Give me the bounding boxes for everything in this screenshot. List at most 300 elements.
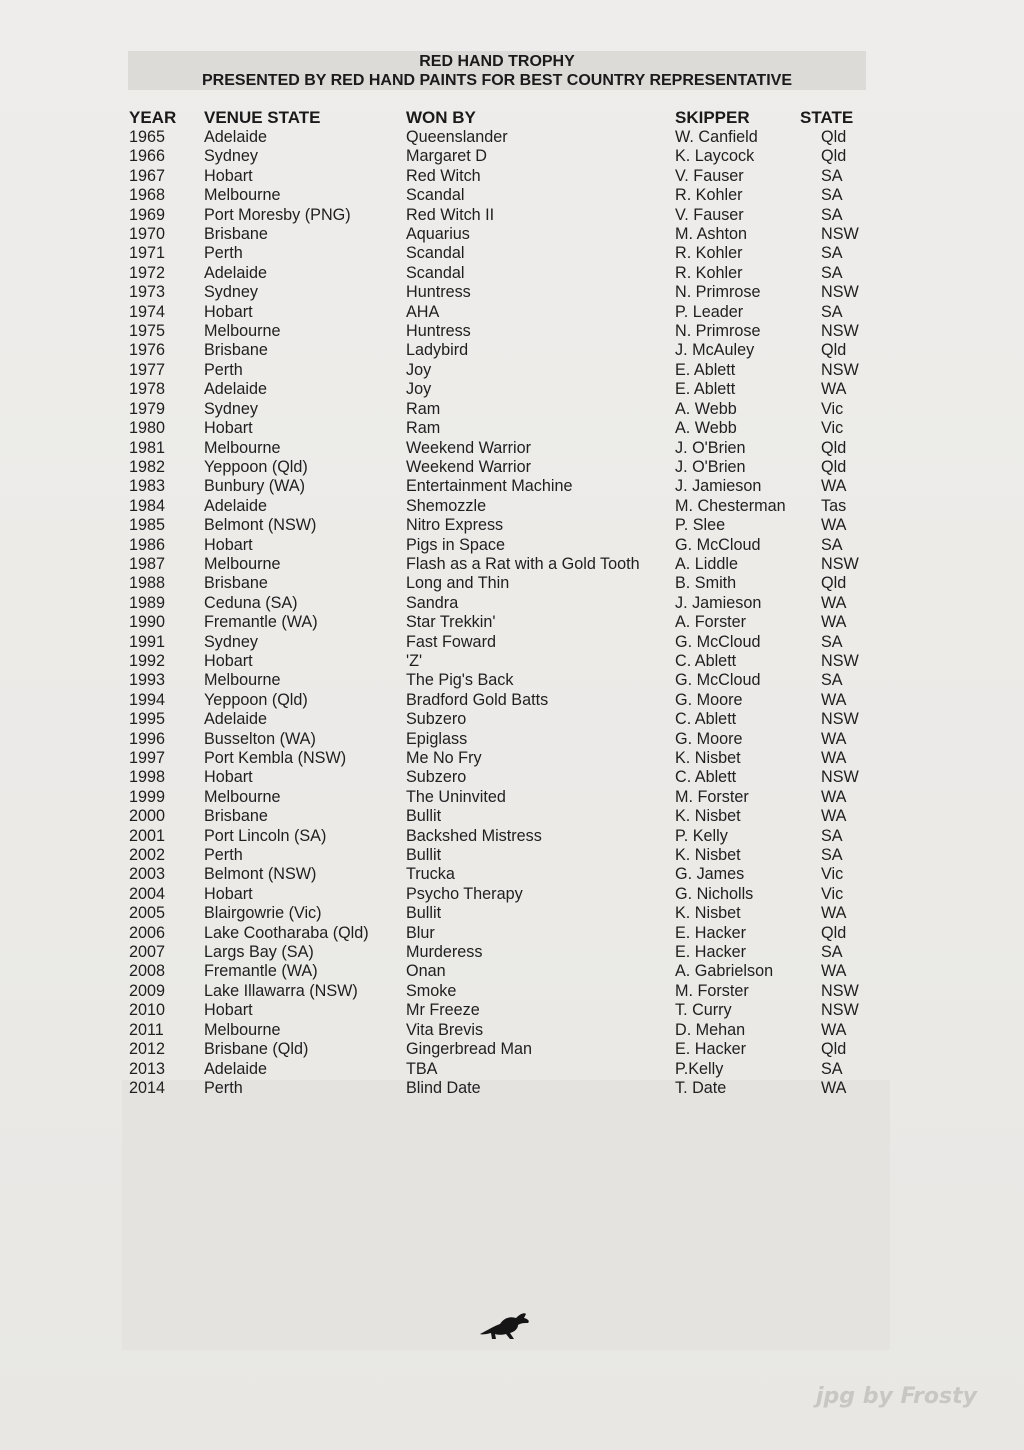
cell-state: SA (821, 166, 843, 185)
header-year: YEAR (129, 108, 177, 127)
cell-skipper: J. O'Brien (675, 438, 746, 457)
cell-year: 2000 (129, 807, 166, 826)
cell-state: NSW (821, 710, 859, 729)
cell-year: 1987 (129, 554, 166, 573)
cell-state: WA (821, 1020, 847, 1039)
cell-venue: Yeppoon (Qld) (204, 457, 308, 476)
table-row (0, 303, 1024, 322)
cell-won-by: Psycho Therapy (406, 884, 523, 903)
cell-skipper: E. Hacker (675, 943, 747, 962)
table-row (0, 982, 1024, 1001)
table-row (0, 671, 1024, 690)
table-row (0, 516, 1024, 535)
cell-state: SA (821, 846, 843, 865)
cell-won-by: Long and Thin (406, 574, 510, 593)
cell-skipper: P. Leader (675, 302, 744, 321)
cell-year: 1998 (129, 768, 166, 787)
cell-won-by: Joy (406, 360, 432, 379)
cell-skipper: K. Nisbet (675, 904, 741, 923)
trophy-table (0, 128, 1024, 1098)
table-header (0, 107, 1024, 129)
table-row (0, 865, 1024, 884)
cell-venue: Hobart (204, 535, 253, 554)
cell-year: 2007 (129, 943, 166, 962)
cell-year: 2005 (129, 904, 166, 923)
cell-won-by: Bullit (406, 846, 442, 865)
cell-venue: Hobart (204, 166, 253, 185)
cell-year: 2002 (129, 846, 166, 865)
cell-venue: Hobart (204, 1001, 253, 1020)
cell-skipper: E. Hacker (675, 923, 747, 942)
cell-state: SA (821, 263, 843, 282)
table-row (0, 283, 1024, 302)
cell-venue: Hobart (204, 302, 253, 321)
cell-state: NSW (821, 360, 859, 379)
cell-state: NSW (821, 651, 859, 670)
table-row (0, 1001, 1024, 1020)
table-row (0, 613, 1024, 632)
cell-won-by: Scandal (406, 263, 465, 282)
cell-venue: Port Moresby (PNG) (204, 205, 351, 224)
cell-venue: Brisbane (204, 341, 268, 360)
cell-venue: Busselton (WA) (204, 729, 316, 748)
cell-state: Qld (821, 574, 847, 593)
cell-state: WA (821, 807, 847, 826)
cell-year: 2012 (129, 1040, 166, 1059)
cell-venue: Hobart (204, 768, 253, 787)
table-row (0, 904, 1024, 923)
cell-state: NSW (821, 1001, 859, 1020)
cell-won-by: Bullit (406, 807, 442, 826)
cell-skipper: G. McCloud (675, 535, 761, 554)
cell-won-by: Mr Freeze (406, 1001, 480, 1020)
table-row (0, 1060, 1024, 1079)
cell-venue: Bunbury (WA) (204, 477, 306, 496)
cell-won-by: Murderess (406, 943, 483, 962)
cell-skipper: A. Webb (675, 419, 737, 438)
cell-skipper: T. Date (675, 1078, 727, 1097)
cell-year: 1997 (129, 749, 166, 767)
cell-won-by: Bradford Gold Batts (406, 690, 549, 709)
cell-year: 2011 (129, 1020, 164, 1039)
cell-year: 2009 (129, 981, 166, 1000)
cell-state: Qld (821, 341, 847, 360)
table-row (0, 749, 1024, 768)
cell-skipper: T. Curry (675, 1001, 732, 1020)
cell-skipper: G. Moore (675, 729, 743, 748)
cell-year: 2004 (129, 884, 166, 903)
cell-won-by: Me No Fry (406, 749, 482, 767)
cell-state: NSW (821, 554, 859, 573)
cell-venue: Melbourne (204, 554, 281, 573)
cell-skipper: G. McCloud (675, 671, 761, 690)
cell-skipper: M. Forster (675, 787, 749, 806)
cell-venue: Brisbane (204, 574, 268, 593)
document-title (128, 52, 866, 90)
cell-year: 1966 (129, 147, 166, 166)
cell-year: 2014 (129, 1078, 166, 1097)
cell-venue: Adelaide (204, 263, 268, 282)
cell-state: Vic (821, 419, 844, 438)
cell-state: Qld (821, 147, 847, 166)
table-row (0, 574, 1024, 593)
cell-year: 1983 (129, 477, 166, 496)
table-row (0, 322, 1024, 341)
cell-state: Vic (821, 399, 844, 418)
cell-won-by: Ram (406, 419, 441, 438)
table-row (0, 400, 1024, 419)
cell-state: SA (821, 826, 843, 845)
cell-year: 1975 (129, 322, 166, 341)
cell-won-by: Red Witch II (406, 205, 495, 224)
cell-won-by: Ram (406, 399, 441, 418)
table-row (0, 846, 1024, 865)
cell-year: 2010 (129, 1001, 166, 1020)
cell-state: SA (821, 244, 843, 263)
cell-state: WA (821, 593, 847, 612)
cell-state: Qld (821, 457, 847, 476)
table-row (0, 1079, 1024, 1098)
cell-year: 1984 (129, 496, 166, 515)
watermark: jpg by Frosty (816, 1384, 977, 1409)
cell-venue: Melbourne (204, 438, 281, 457)
cell-venue: Adelaide (204, 1059, 268, 1078)
cell-year: 1986 (129, 535, 166, 554)
cell-won-by: Onan (406, 962, 446, 981)
cell-venue: Sydney (204, 283, 258, 302)
cell-won-by: Scandal (406, 186, 465, 205)
title-line-1: RED HAND TROPHY (419, 53, 575, 70)
cell-skipper: G. Moore (675, 690, 743, 709)
cell-state: SA (821, 671, 843, 690)
cell-won-by: Vita Brevis (406, 1020, 484, 1039)
table-row (0, 885, 1024, 904)
header-state: STATE (800, 108, 854, 127)
cell-skipper: J. Jamieson (675, 593, 762, 612)
cell-state: Qld (821, 923, 847, 942)
table-row (0, 341, 1024, 360)
cell-venue: Yeppoon (Qld) (204, 690, 308, 709)
cell-venue: Sydney (204, 399, 258, 418)
cell-venue: Perth (204, 846, 243, 865)
cell-won-by: Huntress (406, 283, 471, 302)
table-row (0, 807, 1024, 826)
cell-won-by: Subzero (406, 710, 467, 729)
cell-won-by: The Pig's Back (406, 671, 514, 690)
cell-skipper: C. Ablett (675, 710, 737, 729)
cell-year: 1972 (129, 263, 166, 282)
table-row (0, 497, 1024, 516)
cell-state: WA (821, 613, 847, 632)
cell-year: 1995 (129, 710, 166, 729)
cell-skipper: A. Gabrielson (675, 962, 774, 981)
cell-venue: Adelaide (204, 128, 268, 146)
title-line-2: PRESENTED BY RED HAND PAINTS FOR BEST COUNTRY REPRESENTATIVE (202, 72, 792, 89)
cell-won-by: TBA (406, 1059, 438, 1078)
cell-skipper: A. Forster (675, 613, 747, 632)
cell-skipper: J. McAuley (675, 341, 755, 360)
cell-state: SA (821, 186, 843, 205)
table-row (0, 788, 1024, 807)
cell-state: SA (821, 535, 843, 554)
cell-venue: Perth (204, 244, 243, 263)
cell-year: 1990 (129, 613, 166, 632)
cell-venue: Port Kembla (NSW) (204, 749, 347, 767)
cell-skipper: J. O'Brien (675, 457, 746, 476)
table-row (0, 206, 1024, 225)
cell-venue: Belmont (NSW) (204, 516, 317, 535)
cell-skipper: V. Fauser (675, 166, 744, 185)
table-row (0, 691, 1024, 710)
cell-won-by: Entertainment Machine (406, 477, 573, 496)
cell-year: 1989 (129, 593, 166, 612)
cell-state: SA (821, 302, 843, 321)
cell-venue: Hobart (204, 419, 253, 438)
cell-venue: Lake Cootharaba (Qld) (204, 923, 369, 942)
cell-skipper: M. Ashton (675, 225, 747, 244)
cell-skipper: P.Kelly (675, 1059, 724, 1078)
cell-venue: Perth (204, 1078, 243, 1097)
cell-skipper: C. Ablett (675, 651, 737, 670)
cell-won-by: Shemozzle (406, 496, 487, 515)
cell-skipper: R. Kohler (675, 244, 743, 263)
cell-skipper: G. McCloud (675, 632, 761, 651)
cell-venue: Melbourne (204, 787, 281, 806)
table-row (0, 380, 1024, 399)
cell-won-by: Huntress (406, 322, 471, 341)
cell-skipper: K. Nisbet (675, 807, 741, 826)
table-row (0, 652, 1024, 671)
cell-state: NSW (821, 768, 859, 787)
cell-year: 1974 (129, 302, 166, 321)
cell-year: 1973 (129, 283, 166, 302)
cell-state: NSW (821, 322, 859, 341)
cell-state: SA (821, 205, 843, 224)
cell-won-by: Gingerbread Man (406, 1040, 532, 1059)
cell-year: 1977 (129, 360, 166, 379)
table-row (0, 167, 1024, 186)
cell-venue: Fremantle (WA) (204, 613, 318, 632)
kangaroo-icon (476, 1308, 532, 1342)
cell-state: WA (821, 729, 847, 748)
cell-venue: Melbourne (204, 186, 281, 205)
cell-state: SA (821, 943, 843, 962)
cell-year: 1970 (129, 225, 166, 244)
cell-skipper: G. James (675, 865, 745, 884)
cell-venue: Melbourne (204, 1020, 281, 1039)
cell-won-by: Red Witch (406, 166, 481, 185)
table-row (0, 419, 1024, 438)
cell-won-by: The Uninvited (406, 787, 506, 806)
cell-year: 1971 (129, 244, 166, 263)
cell-year: 2008 (129, 962, 166, 981)
table-row (0, 924, 1024, 943)
cell-skipper: P. Slee (675, 516, 726, 535)
cell-year: 2003 (129, 865, 166, 884)
cell-skipper: C. Ablett (675, 768, 737, 787)
cell-venue: Largs Bay (SA) (204, 943, 314, 962)
table-row (0, 225, 1024, 244)
cell-won-by: Star Trekkin' (406, 613, 496, 632)
cell-year: 1981 (129, 438, 166, 457)
cell-venue: Adelaide (204, 710, 268, 729)
cell-venue: Adelaide (204, 496, 268, 515)
cell-won-by: Weekend Warrior (406, 438, 532, 457)
table-row (0, 477, 1024, 496)
cell-skipper: B. Smith (675, 574, 737, 593)
cell-skipper: E. Ablett (675, 380, 736, 399)
cell-won-by: Flash as a Rat with a Gold Tooth (406, 554, 640, 573)
table-row (0, 827, 1024, 846)
cell-skipper: P. Kelly (675, 826, 728, 845)
header-venue-state: VENUE STATE (204, 108, 321, 127)
cell-state: Vic (821, 884, 844, 903)
cell-state: NSW (821, 225, 859, 244)
cell-state: SA (821, 1059, 843, 1078)
cell-state: WA (821, 516, 847, 535)
cell-skipper: D. Mehan (675, 1020, 746, 1039)
cell-year: 2013 (129, 1059, 166, 1078)
cell-won-by: Margaret D (406, 147, 487, 166)
cell-won-by: Sandra (406, 593, 459, 612)
cell-skipper: K. Nisbet (675, 846, 741, 865)
cell-state: Tas (821, 496, 847, 515)
table-row (0, 264, 1024, 283)
table-row (0, 1021, 1024, 1040)
cell-state: WA (821, 787, 847, 806)
cell-state: WA (821, 962, 847, 981)
table-row (0, 128, 1024, 147)
table-row (0, 536, 1024, 555)
cell-venue: Brisbane (204, 225, 268, 244)
cell-skipper: A. Webb (675, 399, 737, 418)
cell-year: 1982 (129, 457, 166, 476)
cell-venue: Port Lincoln (SA) (204, 826, 327, 845)
cell-won-by: Blind Date (406, 1078, 481, 1097)
cell-won-by: Scandal (406, 244, 465, 263)
table-row (0, 244, 1024, 263)
cell-skipper: G. Nicholls (675, 884, 754, 903)
cell-venue: Fremantle (WA) (204, 962, 318, 981)
cell-skipper: E. Ablett (675, 360, 736, 379)
cell-won-by: Ladybird (406, 341, 469, 360)
cell-state: NSW (821, 981, 859, 1000)
cell-won-by: Bullit (406, 904, 442, 923)
cell-year: 2006 (129, 923, 166, 942)
cell-won-by: Backshed Mistress (406, 826, 542, 845)
cell-skipper: M. Forster (675, 981, 749, 1000)
cell-year: 2001 (129, 826, 166, 845)
table-row (0, 555, 1024, 574)
cell-won-by: 'Z' (406, 651, 423, 670)
cell-venue: Sydney (204, 147, 258, 166)
cell-venue: Hobart (204, 651, 253, 670)
cell-venue: Brisbane (204, 807, 268, 826)
table-row (0, 439, 1024, 458)
cell-year: 1978 (129, 380, 166, 399)
cell-state: WA (821, 477, 847, 496)
table-row (0, 943, 1024, 962)
cell-won-by: Trucka (406, 865, 455, 884)
cell-won-by: Smoke (406, 981, 457, 1000)
cell-year: 1996 (129, 729, 166, 748)
cell-state: Qld (821, 128, 847, 146)
cell-year: 1991 (129, 632, 166, 651)
cell-venue: Brisbane (Qld) (204, 1040, 309, 1059)
cell-year: 1980 (129, 419, 166, 438)
cell-state: SA (821, 632, 843, 651)
table-row (0, 768, 1024, 787)
table-row (0, 186, 1024, 205)
cell-won-by: Queenslander (406, 128, 508, 146)
cell-won-by: Epiglass (406, 729, 468, 748)
cell-state: NSW (821, 283, 859, 302)
cell-state: WA (821, 1078, 847, 1097)
cell-skipper: E. Hacker (675, 1040, 747, 1059)
cell-won-by: Aquarius (406, 225, 470, 244)
cell-skipper: W. Canfield (675, 128, 758, 146)
cell-won-by: Fast Foward (406, 632, 496, 651)
cell-skipper: R. Kohler (675, 263, 743, 282)
cell-year: 1999 (129, 787, 166, 806)
cell-state: WA (821, 690, 847, 709)
cell-year: 1992 (129, 651, 166, 670)
cell-year: 1979 (129, 399, 166, 418)
cell-skipper: V. Fauser (675, 205, 744, 224)
cell-state: Qld (821, 438, 847, 457)
cell-skipper: A. Liddle (675, 554, 738, 573)
cell-year: 1967 (129, 166, 166, 185)
cell-won-by: AHA (406, 302, 440, 321)
cell-venue: Blairgowrie (Vic) (204, 904, 322, 923)
header-skipper: SKIPPER (675, 108, 750, 127)
cell-year: 1993 (129, 671, 166, 690)
cell-year: 1988 (129, 574, 166, 593)
cell-year: 1965 (129, 128, 166, 146)
cell-state: Qld (821, 1040, 847, 1059)
cell-venue: Lake Illawarra (NSW) (204, 981, 358, 1000)
table-row (0, 1040, 1024, 1059)
cell-skipper: M. Chesterman (675, 496, 786, 515)
table-row (0, 962, 1024, 981)
header-won-by: WON BY (406, 108, 476, 127)
cell-state: WA (821, 904, 847, 923)
table-row (0, 458, 1024, 477)
table-row (0, 594, 1024, 613)
cell-skipper: K. Nisbet (675, 749, 741, 767)
cell-skipper: R. Kohler (675, 186, 743, 205)
cell-won-by: Weekend Warrior (406, 457, 532, 476)
cell-venue: Melbourne (204, 322, 281, 341)
cell-venue: Melbourne (204, 671, 281, 690)
cell-skipper: J. Jamieson (675, 477, 762, 496)
cell-skipper: N. Primrose (675, 283, 761, 302)
cell-venue: Perth (204, 360, 243, 379)
cell-year: 1976 (129, 341, 166, 360)
cell-won-by: Subzero (406, 768, 467, 787)
cell-venue: Belmont (NSW) (204, 865, 317, 884)
cell-venue: Adelaide (204, 380, 268, 399)
cell-skipper: N. Primrose (675, 322, 761, 341)
table-row (0, 730, 1024, 749)
cell-venue: Sydney (204, 632, 258, 651)
cell-state: WA (821, 380, 847, 399)
cell-won-by: Joy (406, 380, 432, 399)
table-row (0, 361, 1024, 380)
cell-venue: Ceduna (SA) (204, 593, 298, 612)
table-row (0, 710, 1024, 729)
cell-year: 1994 (129, 690, 166, 709)
